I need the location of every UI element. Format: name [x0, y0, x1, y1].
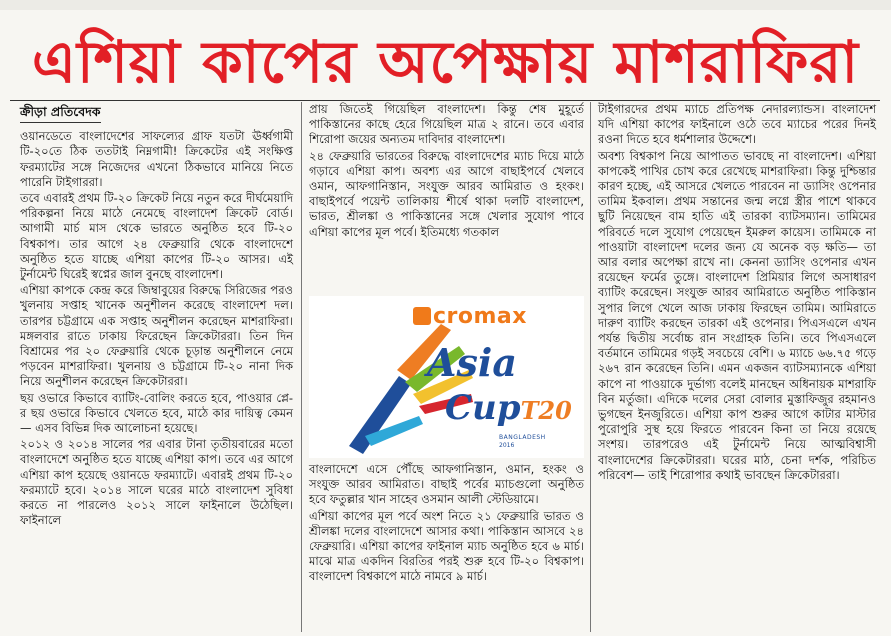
column-2-bottom [309, 462, 584, 586]
column-1 [20, 102, 293, 529]
paragraph: ছয় ওভারে কিভাবে ব্যাটিং-বোলিং করতে হবে, পাওয়ার প্লে-র ছয় ওভারে কিভাবে খেলতে হবে, মাঠে কার দায়িত্ব কেমন— এসব বিভিন্ন দিক আলোচনা হয়েছে। [20, 390, 293, 436]
logo-host: BANGLADESH [499, 434, 546, 441]
paragraph: এশিয়া কাপকে কেন্দ্র করে জিম্বাবুয়ের বিরুদ্ধে সিরিজের পরও খুলনায় সপ্তাহ খানেক অনুশীলন করেছে বাংলাদেশ দল। তারপর চট্টগ্রামে এক সপ্তাহ অনুশীলন করেছেন মাশরাফিরা। মঙ্গলবার রাতে ঢাকায় ফিরেছেন ক্রিকেটাররা। তিন দিন বিশ্রামের পর ২০ ফেব্রুয়ারি থেকে চূড়ান্ত অনুশীলনে নেমে পড়বেন মাশরাফিরা। খুলনায় ও চট্টগ্রামে টি-২০ নানা দিক নিয়ে অনুশীলন করেছেন ক্রিকেটাররা। [20, 283, 293, 389]
paragraph: ওয়ানডেতে বাংলাদেশের সাফল্যের গ্রাফ যতটা ঊর্ধ্বগামী টি-২০তে ঠিক ততটাই নিম্নগামী! ক্রিকেটের এই সংক্ষিপ্ত ফরম্যাটের সঙ্গে নিজেদের এখনো ঠিকভাবে মানিয়ে নিতে পারেনি টাইগাররা। [20, 129, 293, 189]
asia-cup-logo [309, 296, 584, 458]
paragraph: বাংলাদেশে এসে পৌঁছে আফগানিস্তান, ওমান, হংকং ও সংযুক্ত আরব আমিরাত। বাছাই পর্বের ম্যাচগুলো অনুষ্ঠিত হবে ফতুল্লার খান সাহেব ওসমান আলী স্টেডিয়ামে। [309, 462, 584, 507]
paragraph: এশিয়া কাপের মূল পর্বে অংশ নিতে ২১ ফেব্রুয়ারি ভারত ও শ্রীলঙ্কা দলের বাংলাদেশে আসার কথা। পাকিস্তান আসবে ২৪ ফেব্রুয়ারি। এশিয়া কাপের ফাইনাল ম্যাচ অনুষ্ঠিত হবে ৬ মার্চ। মাঝে মাত্র একদিন বিরতির পরই শুরু হবে টি-২০ বিশ্বকাপ। বাংলাদেশ বিশ্বকাপে মাঠে নামবে ৯ মার্চ। [309, 508, 584, 584]
headline-rule [10, 100, 880, 101]
headline: এশিয়া কাপের অপেক্ষায় মাশরাফিরা [31, 28, 860, 96]
paragraph: ২৪ ফেব্রুয়ারি ভারতের বিরুদ্ধে বাংলাদেশের ম্যাচ দিয়ে মাঠে গড়াবে এশিয়া কাপ। অবশ্য এর আগে বাছাইপর্বে খেলবে ওমান, আফগানিস্তান, সংযুক্ত আরব আমিরাত ও হংকং। বাছাইপর্বে পয়েন্ট তালিকায় শীর্ষে থাকা দলটি বাংলাদেশ, ভারত, শ্রীলঙ্কা ও পাকিস্তানের সঙ্গে খেলার সুযোগ পাবে এশিয়া কাপের মূল পর্বে। ইতিমধ্যে গতকাল [309, 148, 584, 239]
paragraph: টাইগারদের প্রথম ম্যাচে প্রতিপক্ষ নেদারল্যান্ডস। বাংলাদেশ যদি এশিয়া কাপের ফাইনালে ওঠে তবে ম্যাচের পরের দিনই রওনা দিতে হবে ধর্মশালার উদ্দেশে। [598, 102, 876, 147]
column-3 [598, 102, 876, 484]
paragraph: অবশ্য বিশ্বকাপ নিয়ে আপাতত ভাবছে না বাংলাদেশ। এশিয়া কাপকেই পাখির চোখ করে রেখেছে মাশরাফিরা। কিন্তু দুশ্চিন্তার কারণ হচ্ছে, এই আসরে খেলতে পারবেন না ড্যাসিং ওপেনার তামিম ইকবাল। প্রথম সন্তানের জন্ম লগ্নে স্ত্রীর পাশে থাকবে ছুটি নিয়েছেন বাম হাতি এই তারকা ব্যাটসম্যান। তামিমের পরিবর্তে দলে সুযোগ পেয়েছেন ইমরুল কায়েস। তামিমকে না পাওয়াটা বাংলাদেশ দলের জন্য যে অনেক বড় ক্ষতি— তা আর বলার অপেক্ষা রাখে না। কেননা ড্যাসিং ওপেনার এখন রয়েছেন ফর্মের তুঙ্গে। বাংলাদেশ প্রিমিয়ার লিগে অসাধারণ ব্যাটিং করেছেন। সংযুক্ত আরব আমিরাতে অনুষ্ঠিত পাকিস্তান সুপার লিগে খেলে আজ ঢাকায় ফিরছেন তামিম। আমিরাতে দারুণ ব্যাটিং করছেন তারকা এই ওপেনার। পিএসএলে এখন পর্যন্ত দ্বিতীয় সর্বোচ্চ রান সংগ্রাহক তিনি। তবে পিএসএলে বর্তমানে তামিমের গড়ই সবচেয়ে বেশি। ৬ ম্যাচে ৬৬.৭৫ গড়ে ২৬৭ রান করেছেন তিনি। এমন একজন ব্যাটসম্যানকে এশিয়া কাপে না পাওয়াকে দুর্ভাগ্য বলেই মানছেন অধিনায়ক মাশরাফি বিন মর্তুজা। এদিকে দলের সেরা বোলার মুস্তাফিজুর রহমানও ভুগছেন ইনজুরিতে। এশিয়া কাপ শুরুর আগে কাটার মাস্টার পুরোপুরি সুস্থ হয়ে ফিরতে পারবেন কিনা তা নিয়ে রয়েছে সংশয়। তারপরেও এই টুর্নামেন্ট নিয়ে আত্মবিশ্বাসী বাংলাদেশের ক্রিকেটাররা। ঘরের মাঠ, চেনা দর্শক, পরিচিত পরিবেশ— তাই শিরোপার কথাই ভাবছেন ক্রিকেটাররা। [598, 148, 876, 482]
logo-word-asia: Asia [427, 340, 517, 385]
column-2-top [309, 102, 584, 294]
paragraph: ২০১২ ও ২০১৪ সালের পর এবার টানা তৃতীয়বারের মতো বাংলাদেশে অনুষ্ঠিত হতে যাচ্ছে এশিয়া কাপ। তবে এর আগে এশিয়া কাপ হয়েছে ওয়ানডে ফরম্যাটে। এবারই প্রথম টি-২০ ফরম্যাটে হবে। ২০১৪ সালে ঘরের মাঠে বাংলাদেশ সুবিধা করতে না পারলেও ২০১২ সালে ফাইনালে উঠেছিল। ফাইনালে [20, 437, 293, 528]
top-strip [0, 0, 891, 10]
paragraph: প্রায় জিতেই গিয়েছিল বাংলাদেশ। কিন্তু শেষ মুহূর্তে পাকিস্তানের কাছে হেরে গিয়েছিল মাত্র ২ রানে। তবে এবার শিরোপা জয়ের অন্যতম দাবিদার বাংলাদেশ। [309, 102, 584, 147]
byline: ক্রীড়া প্রতিবেদক [20, 104, 101, 123]
column-divider [590, 102, 591, 632]
brand-logo: cromax [413, 304, 527, 329]
paragraph: তবে এবারই প্রথম টি-২০ ক্রিকেট নিয়ে নতুন করে দীর্ঘমেয়াদি পরিকল্পনা নিয়ে মাঠে নেমেছে বাংলাদেশ ক্রিকেট বোর্ড। আগামী মার্চ মাস থেকে ভারতে অনুষ্ঠিত হবে টি-২০ বিশ্বকাপ। তার আগে ২৪ ফেব্রুয়ারি থেকে বাংলাদেশে অনুষ্ঠিত হতে যাচ্ছে এশিয়া কাপের টি-২০ আসর। এই টুর্নামেন্ট ঘিরেই স্বপ্নের জাল বুনছে বাংলাদেশ। [20, 191, 293, 282]
column-divider [301, 102, 302, 632]
logo-word-cup: CupT20 [445, 388, 572, 428]
logo-year: 2016 [499, 442, 515, 449]
